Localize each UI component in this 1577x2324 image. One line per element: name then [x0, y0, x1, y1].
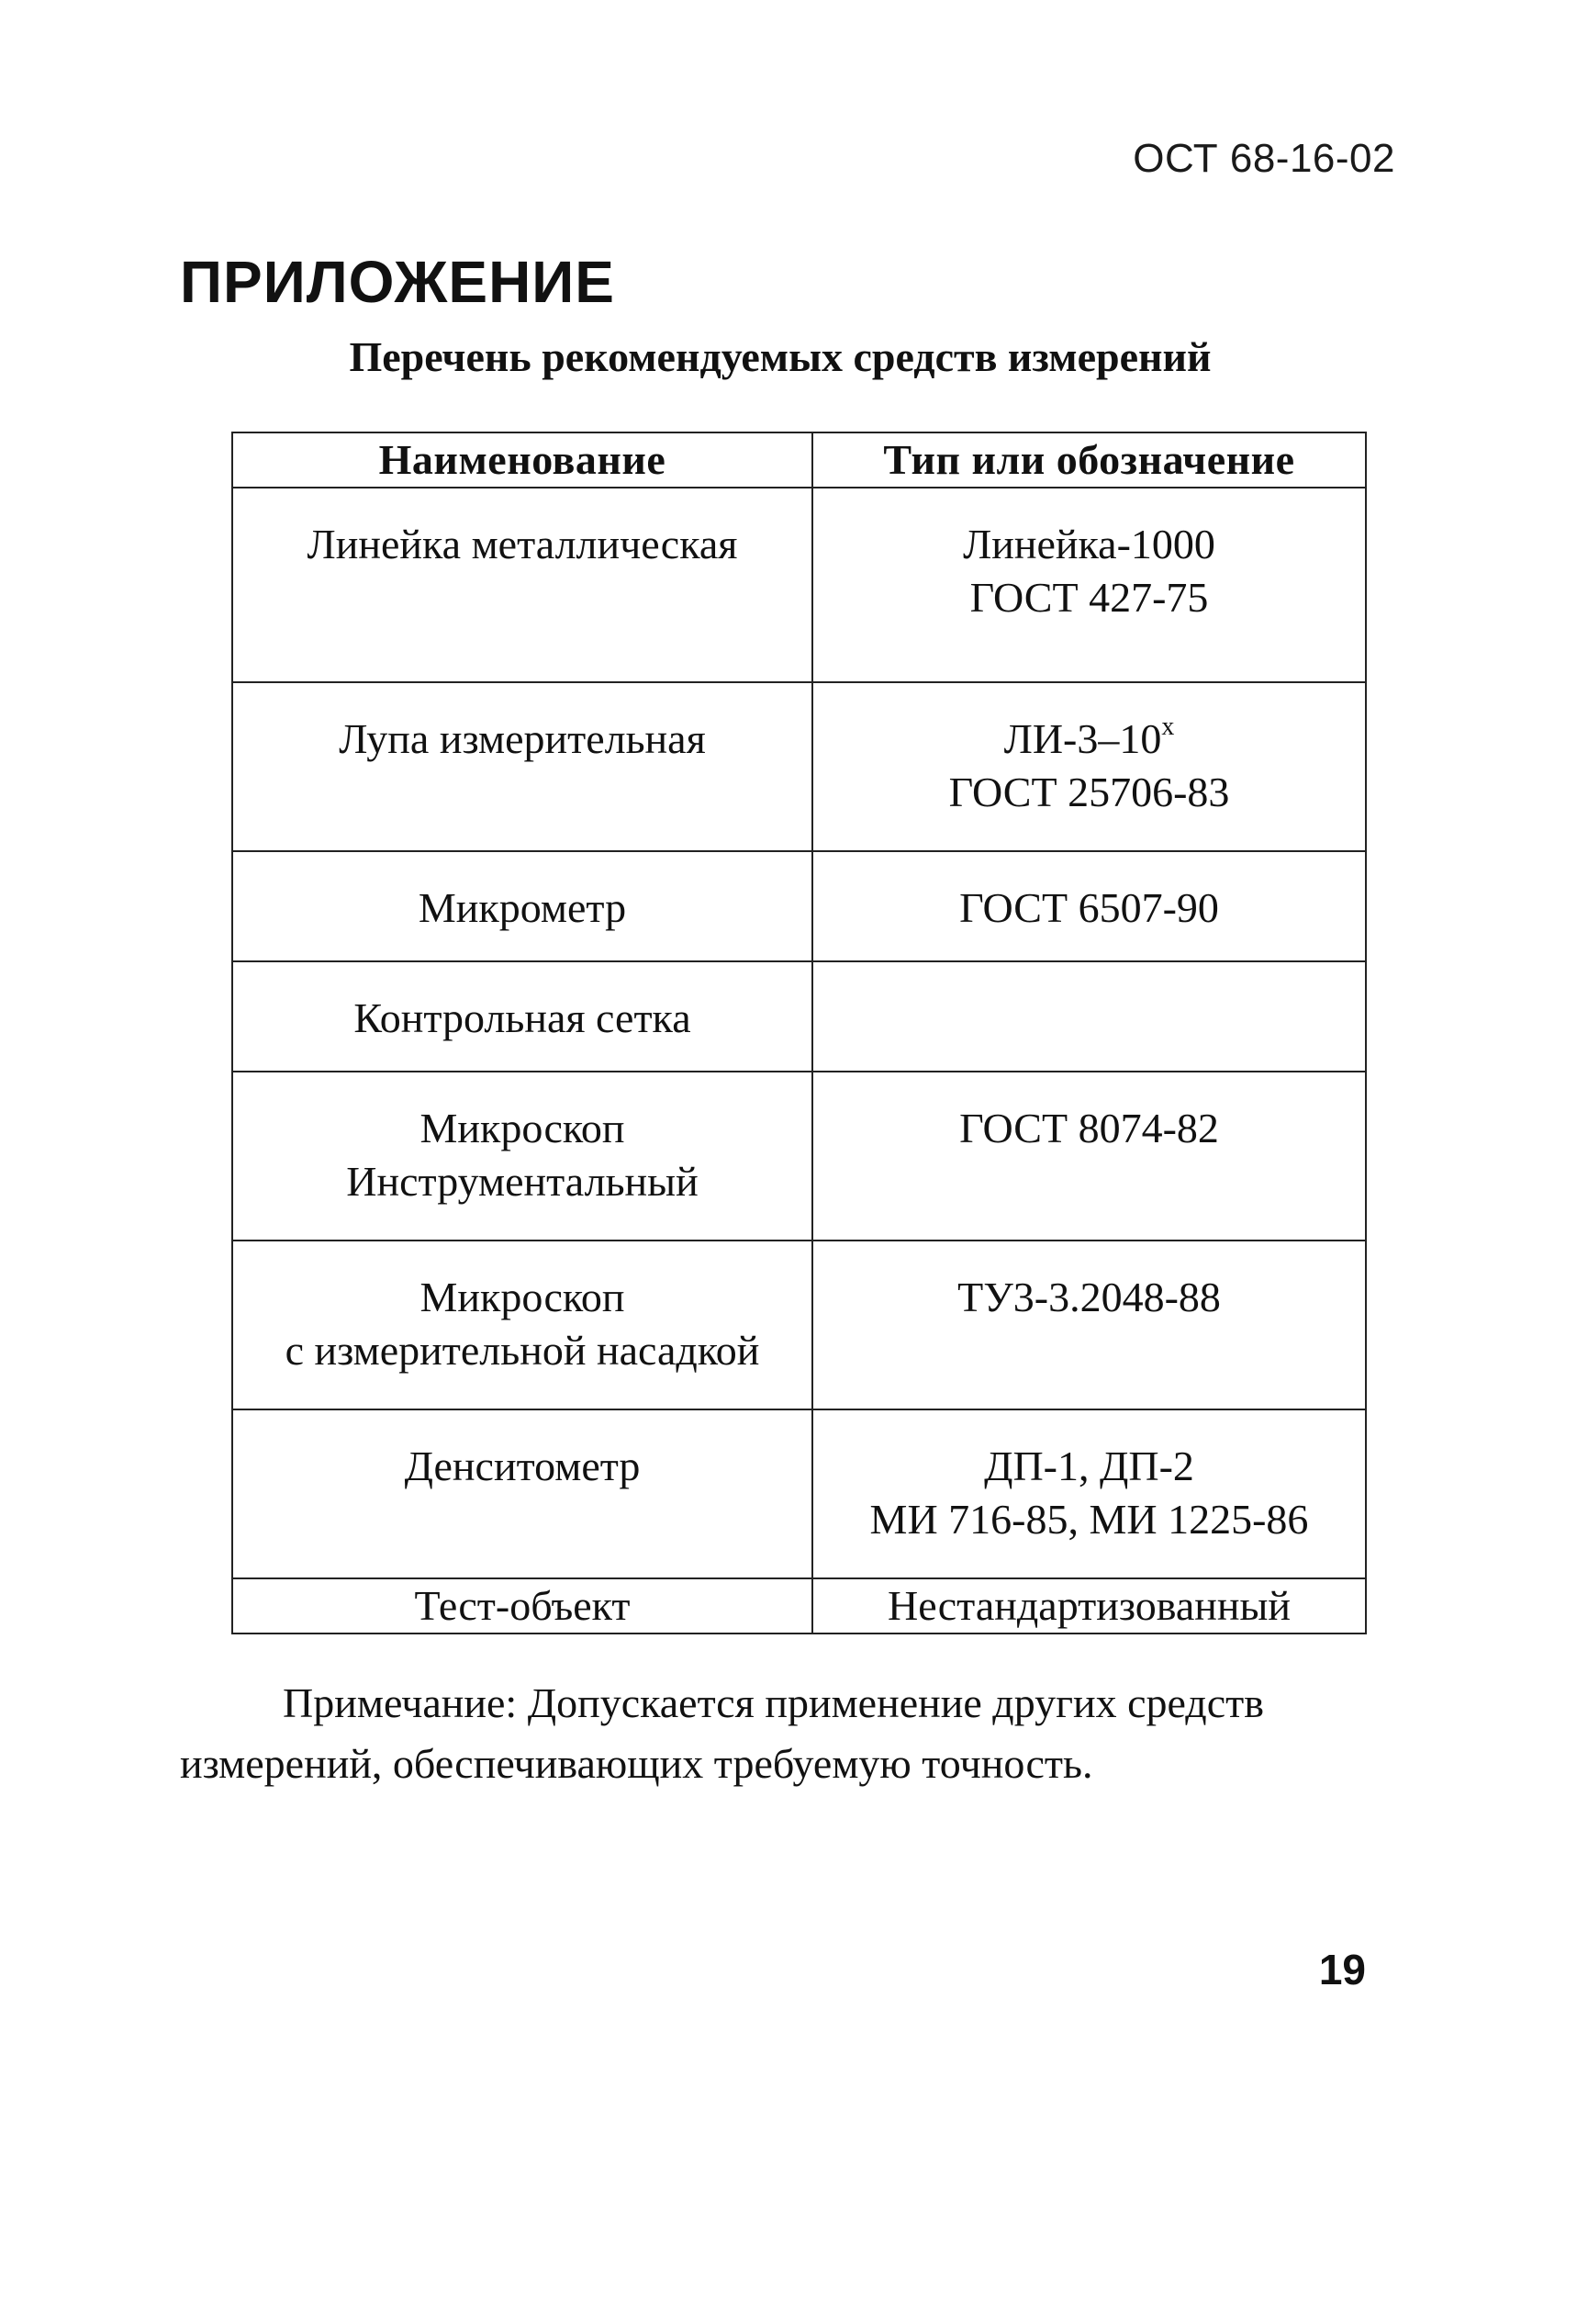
instrument-name-cell: [232, 488, 812, 682]
table-row: [232, 488, 1366, 682]
instrument-name-cell: [232, 1578, 812, 1634]
column-header-type: Тип или обозначение: [812, 432, 1366, 488]
instruments-table: [231, 432, 1367, 1634]
instrument-type: ДП-1, ДП-2: [984, 1443, 1194, 1489]
table-row: [232, 1072, 1366, 1241]
instrument-name: Тест-объект: [414, 1582, 631, 1629]
table-row: [232, 1578, 1366, 1634]
table-row: [232, 682, 1366, 851]
instrument-standard: ГОСТ 6507-90: [959, 884, 1219, 931]
instrument-name-cell: [232, 1241, 812, 1409]
instrument-name: Контрольная сетка: [353, 994, 691, 1041]
instrument-name-cell: [232, 961, 812, 1072]
instrument-type-cell: [812, 1072, 1366, 1241]
table-row: [232, 961, 1366, 1072]
instrument-name-cell: [232, 1072, 812, 1241]
instrument-type: Нестандартизованный: [887, 1582, 1292, 1629]
instrument-standard: ГОСТ 427-75: [969, 574, 1209, 621]
page-number: 19: [1318, 1946, 1366, 1993]
table-title: Перечень рекомендуемых средств измерений: [349, 333, 1212, 380]
table-header-row: [232, 432, 1366, 488]
instrument-name: Лупа измерительная: [339, 715, 706, 762]
table-row: [232, 851, 1366, 961]
instrument-type-text: ЛИ-3–10: [1003, 715, 1162, 762]
table-row: [232, 1241, 1366, 1409]
instrument-name: Микроскоп: [419, 1105, 625, 1151]
instrument-standard: ГОСТ 8074-82: [959, 1105, 1219, 1151]
instrument-name: Денситометр: [404, 1443, 641, 1489]
instrument-standard: ГОСТ 25706-83: [948, 769, 1230, 815]
instrument-type-cell: [812, 1578, 1366, 1634]
instrument-name: Микроскоп: [419, 1274, 625, 1320]
appendix-title: ПРИЛОЖЕНИЕ: [180, 249, 615, 315]
instrument-name-line2: Инструментальный: [346, 1158, 699, 1205]
instrument-type-cell: [812, 1241, 1366, 1409]
instrument-type: [821, 713, 1358, 766]
column-header-name: Наименование: [232, 432, 812, 488]
instrument-name: Микрометр: [418, 884, 627, 931]
instrument-type-cell: [812, 1409, 1366, 1578]
instrument-standard: ТУ3-3.2048-88: [957, 1274, 1221, 1320]
instrument-name: Линейка металлическая: [307, 521, 738, 567]
instrument-type: Линейка-1000: [963, 521, 1215, 567]
document-code: ОСТ 68-16-02: [1133, 136, 1395, 181]
instrument-standard: МИ 716-85, МИ 1225-86: [869, 1496, 1309, 1543]
instrument-type-cell: [812, 682, 1366, 851]
instrument-name-cell: [232, 851, 812, 961]
note-paragraph: Примечание: Допускается применение других средств измерений, обеспечивающих требуемую точность.: [180, 1679, 1264, 1787]
instrument-type-cell: [812, 488, 1366, 682]
magnification-superscript: х: [1161, 713, 1175, 741]
instrument-type-cell: [812, 961, 1366, 1072]
instrument-name-cell: [232, 682, 812, 851]
instrument-name-line2: с измерительной насадкой: [285, 1327, 760, 1374]
instrument-type-cell: [812, 851, 1366, 961]
instrument-name-cell: [232, 1409, 812, 1578]
table-row: [232, 1409, 1366, 1578]
